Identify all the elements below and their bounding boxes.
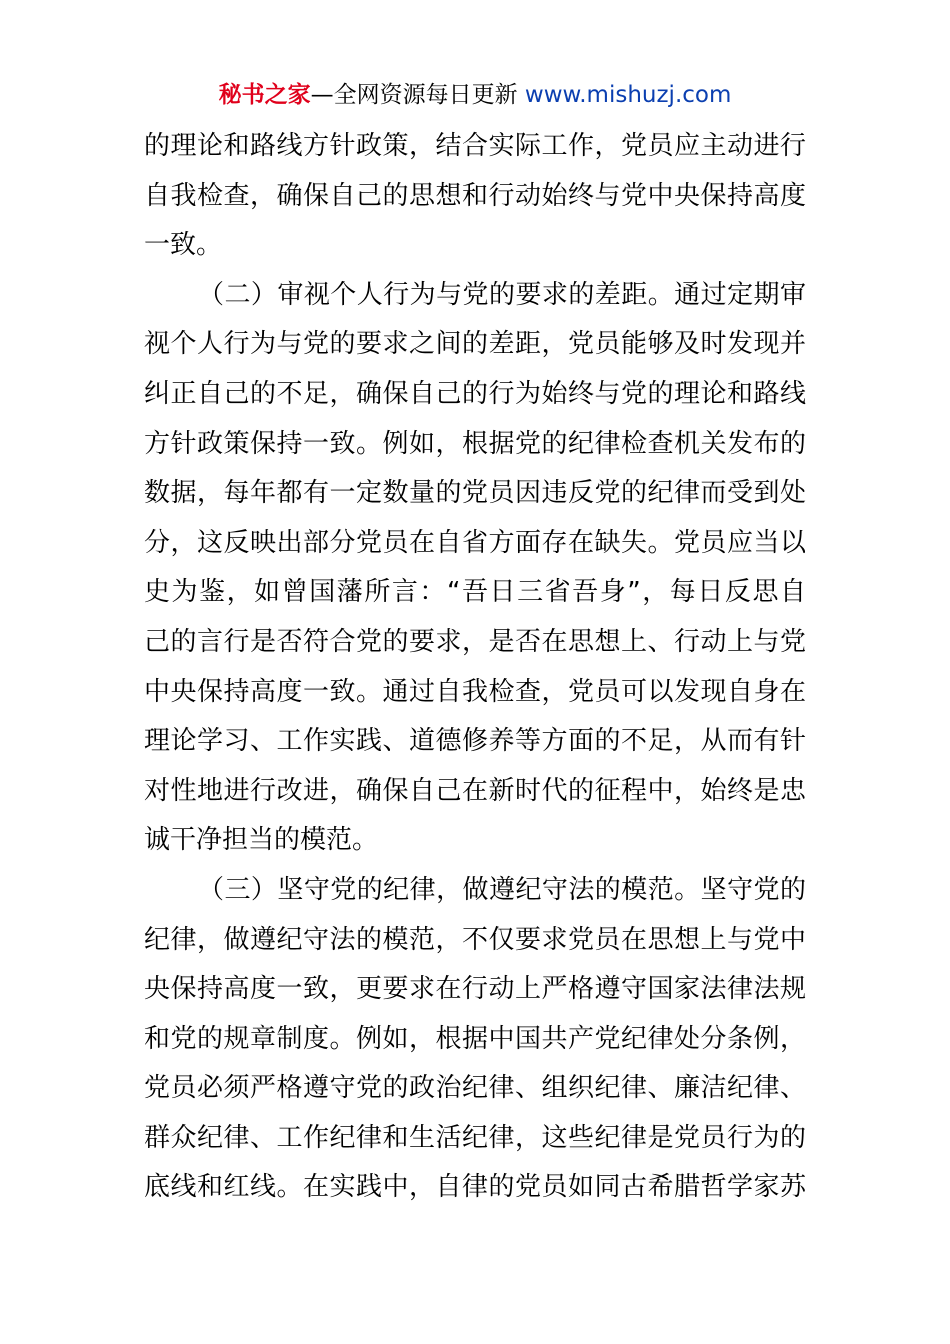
text-line: 理论学习、工作实践、道德修养等方面的不足，从而有针: [144, 726, 806, 757]
text-line: 中央保持高度一致。通过自我检查，党员可以发现自身在: [144, 676, 806, 707]
text-line: 己的言行是否符合党的要求，是否在思想上、行动上与党: [144, 626, 806, 657]
text-line: 央保持高度一致，更要求在行动上严格遵守国家法律法规: [144, 974, 806, 1005]
text-line: 一致。: [144, 230, 223, 261]
text-line: 诚干净担当的模范。: [144, 825, 379, 856]
text-line: 纪律，做遵纪守法的模范，不仅要求党员在思想上与党中: [144, 924, 806, 955]
text-line: 纠正自己的不足，确保自己的行为始终与党的理论和路线: [144, 378, 806, 409]
header-brand: 秘书之家: [218, 82, 311, 108]
text-line: （二）审视个人行为与党的要求的差距。通过定期审: [198, 279, 806, 310]
body-text: [144, 122, 806, 1213]
text-line: 和党的规章制度。例如，根据中国共产党纪律处分条例，: [144, 1023, 806, 1054]
text-line: 史为鉴，如曾国藩所言：“吾日三省吾身”，每日反思自: [144, 577, 806, 608]
text-line: 底线和红线。在实践中，自律的党员如同古希腊哲学家苏: [144, 1172, 806, 1203]
header-tagline: —全网资源每日更新: [310, 82, 518, 108]
header-site-link[interactable]: www.mishuzj.com: [524, 82, 732, 108]
text-line: 视个人行为与党的要求之间的差距，党员能够及时发现并: [144, 329, 806, 360]
text-line: 自我检查，确保自己的思想和行动始终与党中央保持高度: [144, 180, 806, 211]
page-header: [0, 80, 950, 110]
text-line: 群众纪律、工作纪律和生活纪律，这些纪律是党员行为的: [144, 1122, 806, 1153]
text-line: 的理论和路线方针政策，结合实际工作，党员应主动进行: [144, 131, 806, 161]
text-line: 数据，每年都有一定数量的党员因违反党的纪律而受到处: [144, 478, 806, 509]
text-line: 对性地进行改进，确保自己在新时代的征程中，始终是忠: [144, 775, 806, 806]
text-line: （三）坚守党的纪律，做遵纪守法的模范。坚守党的: [198, 874, 806, 905]
text-line: 分，这反映出部分党员在自省方面存在缺失。党员应当以: [144, 527, 806, 558]
text-line: 方针政策保持一致。例如，根据党的纪律检查机关发布的: [144, 428, 806, 459]
text-line: 党员必须严格遵守党的政治纪律、组织纪律、廉洁纪律、: [144, 1073, 806, 1104]
